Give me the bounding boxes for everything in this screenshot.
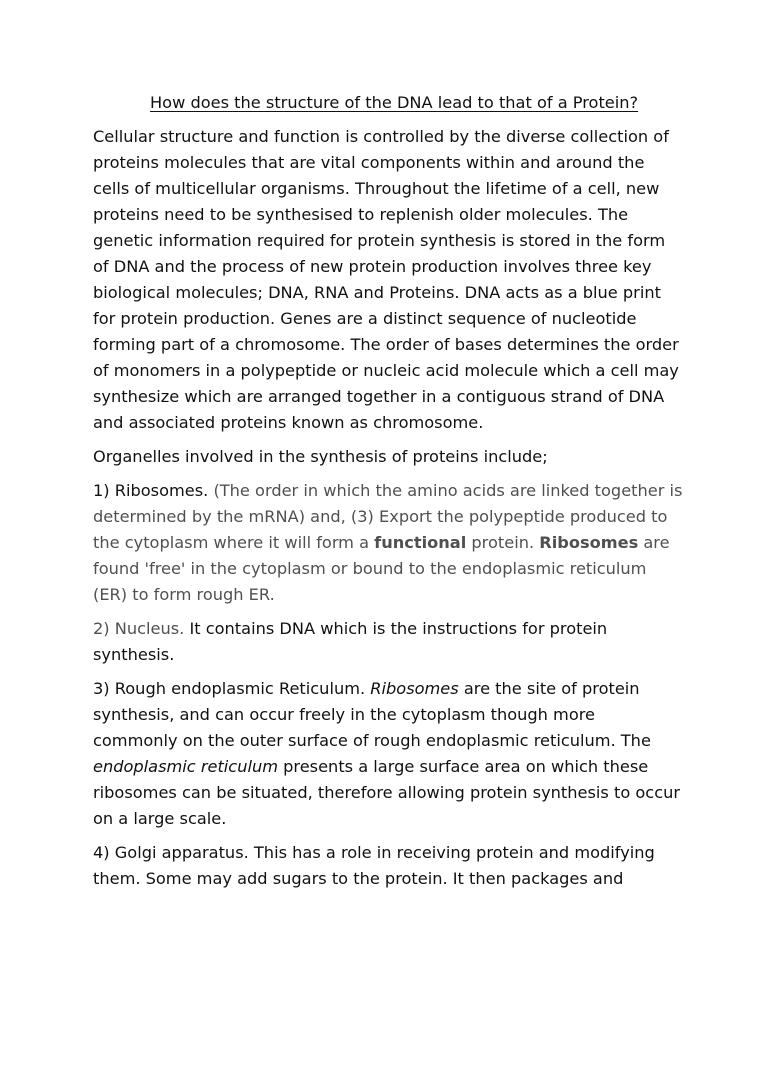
item-ribosomes-text-b: protein. (466, 533, 540, 552)
item-rough-er-text-b: presents a large surface area on which these ribosomes can be situated, therefore allowing protein synthesis to occur on a large scale. (93, 757, 681, 828)
document-title: How does the structure of the DNA lead to that of a Protein? (150, 93, 639, 112)
organelles-intro: Organelles involved in the synthesis of proteins include; (93, 447, 548, 466)
document-body (93, 90, 683, 900)
intro-paragraph: Cellular structure and function is controlled by the diverse collection of proteins molecules that are vital components within and around the cells of multicellular organisms. Throughout the lifetime of a cell, new proteins need to be synthesised to replenish older molecules. The genetic information required for protein synthesis is stored in the form of DNA and the process of new protein production involves three key biological molecules; DNA, RNA and Proteins. DNA acts as a blue print for protein production. Genes are a distinct sequence of nucleotide forming part of a chromosome. The order of bases determines the order of monomers in a polypeptide or nucleic acid molecule which a cell may synthesize which are arranged together in a contiguous strand of DNA and associated proteins known as chromosome. (93, 127, 679, 432)
item-nucleus (93, 616, 683, 668)
item-ribosomes-lead: 1) Ribosomes. (93, 481, 209, 500)
item-ribosomes-text-c: are found 'free' in the cytoplasm or bound to the endoplasmic reticulum (ER) to form rough ER. (93, 533, 670, 604)
item-rough-er-italic-er: endoplasmic reticulum (93, 757, 278, 776)
item-ribosomes-text-a: (The order in which the amino acids are linked together is determined by the mRNA) and, (3) Export the polypeptide produced to the cytoplasm where it will form a (93, 481, 683, 552)
item-rough-er-lead: 3) Rough endoplasmic Reticulum. (93, 679, 371, 698)
item-nucleus-text: It contains DNA which is the instructions for protein synthesis. (93, 619, 608, 664)
item-ribosomes-bold-ribosomes: Ribosomes (539, 533, 639, 552)
item-rough-er-text-a: are the site of protein synthesis, and can occur freely in the cytoplasm though more commonly on the outer surface of rough endoplasmic reticulum. The (93, 679, 651, 750)
item-nucleus-lead: 2) Nucleus. (93, 619, 185, 638)
item-ribosomes (93, 478, 683, 608)
item-rough-er (93, 676, 683, 832)
item-ribosomes-bold-functional: functional (374, 533, 467, 552)
item-rough-er-italic-ribosomes: Ribosomes (370, 679, 459, 698)
item-golgi: 4) Golgi apparatus. This has a role in receiving protein and modifying them. Some may add sugars to the protein. It then packages and (93, 843, 655, 888)
